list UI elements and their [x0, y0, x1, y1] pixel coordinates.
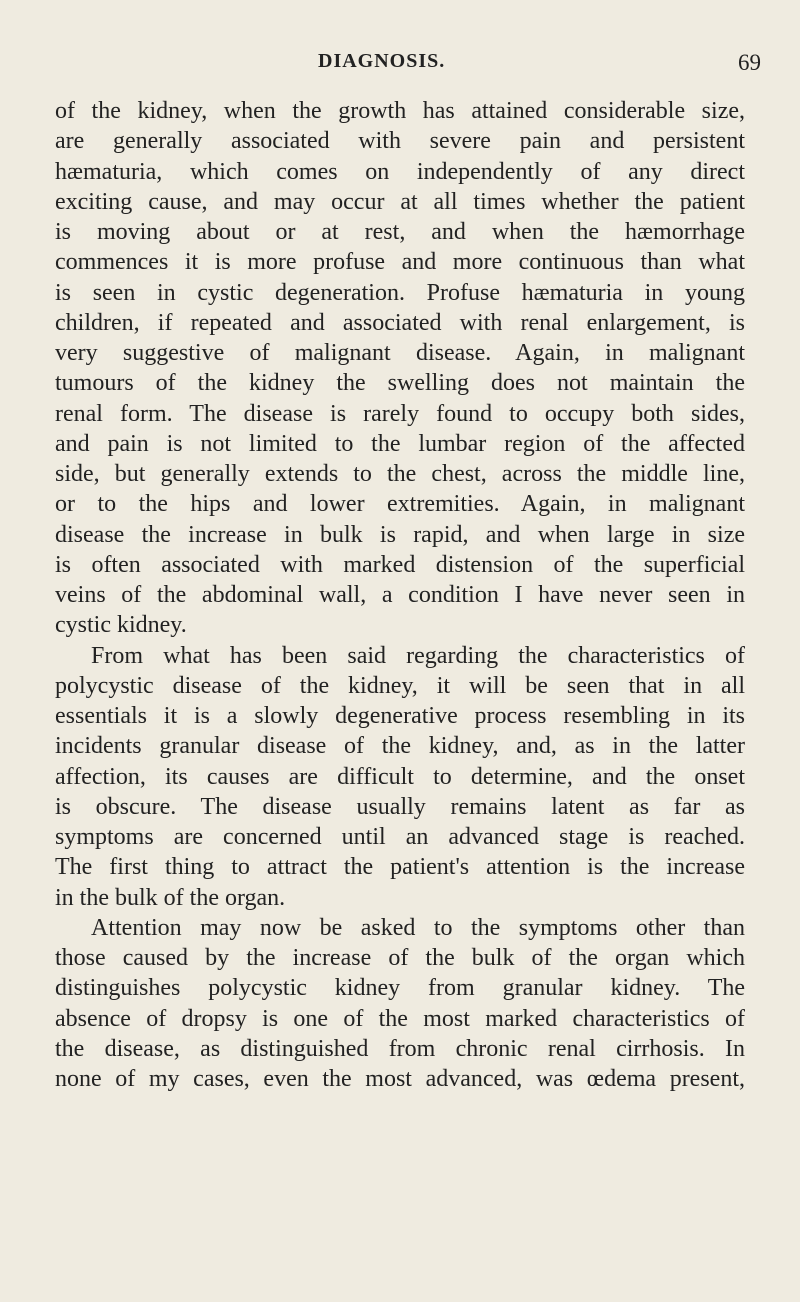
- text-line: or to the hips and lower extremities. Again, in malignant: [55, 491, 745, 518]
- text-line: distinguishes polycystic kidney from granular kidney. The: [55, 975, 745, 1002]
- text-line: in the bulk of the organ.: [55, 884, 286, 911]
- text-line: exciting cause, and may occur at all times whether the patient: [55, 188, 745, 215]
- text-line: cystic kidney.: [55, 612, 187, 639]
- text-line: is often associated with marked distension of the superficial: [55, 551, 745, 578]
- running-head: [0, 50, 800, 80]
- text-line: From what has been said regarding the characteristics of: [91, 642, 745, 669]
- text-line: very suggestive of malignant disease. Again, in malignant: [55, 340, 745, 366]
- running-title: DIAGNOSIS.: [318, 50, 446, 72]
- text-line: side, but generally extends to the chest, across the middle line,: [55, 461, 745, 487]
- text-line: veins of the abdominal wall, a condition I have never seen in: [55, 582, 745, 608]
- text-line: symptoms are concerned until an advanced stage is reached.: [55, 824, 745, 850]
- text-line: affection, its causes are difficult to determine, and the onset: [55, 763, 745, 790]
- text-line: hæmaturia, which comes on independently of any direct: [55, 158, 745, 185]
- page-number: 69: [738, 50, 761, 75]
- text-line: tumours of the kidney the swelling does not maintain the: [55, 370, 745, 397]
- text-line: essentials it is a slowly degenerative process resembling in its: [55, 703, 745, 729]
- text-line: children, if repeated and associated with renal enlargement, is: [55, 309, 745, 336]
- text-line: commences it is more profuse and more continuous than what: [55, 249, 745, 276]
- text-line: and pain is not limited to the lumbar region of the affected: [55, 430, 745, 457]
- text-line: those caused by the increase of the bulk of the organ which: [55, 945, 745, 971]
- text-line: disease the increase in bulk is rapid, and when large in size: [55, 521, 745, 548]
- text-line: is seen in cystic degeneration. Profuse hæmaturia in young: [55, 279, 745, 306]
- text-line: of the kidney, when the growth has attained considerable size,: [55, 98, 745, 124]
- text-line: are generally associated with severe pain and persistent: [55, 128, 745, 155]
- text-line: absence of dropsy is one of the most marked characteristics of: [55, 1005, 745, 1032]
- text-line: The first thing to attract the patient's attention is the increase: [55, 854, 745, 881]
- text-line: the disease, as distinguished from chronic renal cirrhosis. In: [55, 1035, 745, 1062]
- body-text: [55, 96, 745, 1094]
- text-line: renal form. The disease is rarely found to occupy both sides,: [55, 400, 745, 427]
- text-line: incidents granular disease of the kidney, and, as in the latter: [55, 733, 745, 760]
- text-line: Attention may now be asked to the symptoms other than: [91, 914, 745, 941]
- text-line: polycystic disease of the kidney, it will be seen that in all: [55, 672, 745, 699]
- text-line: is moving about or at rest, and when the hæmorrhage: [55, 219, 745, 245]
- text-line: none of my cases, even the most advanced, was œdema present,: [55, 1066, 745, 1092]
- text-line: is obscure. The disease usually remains latent as far as: [55, 793, 745, 820]
